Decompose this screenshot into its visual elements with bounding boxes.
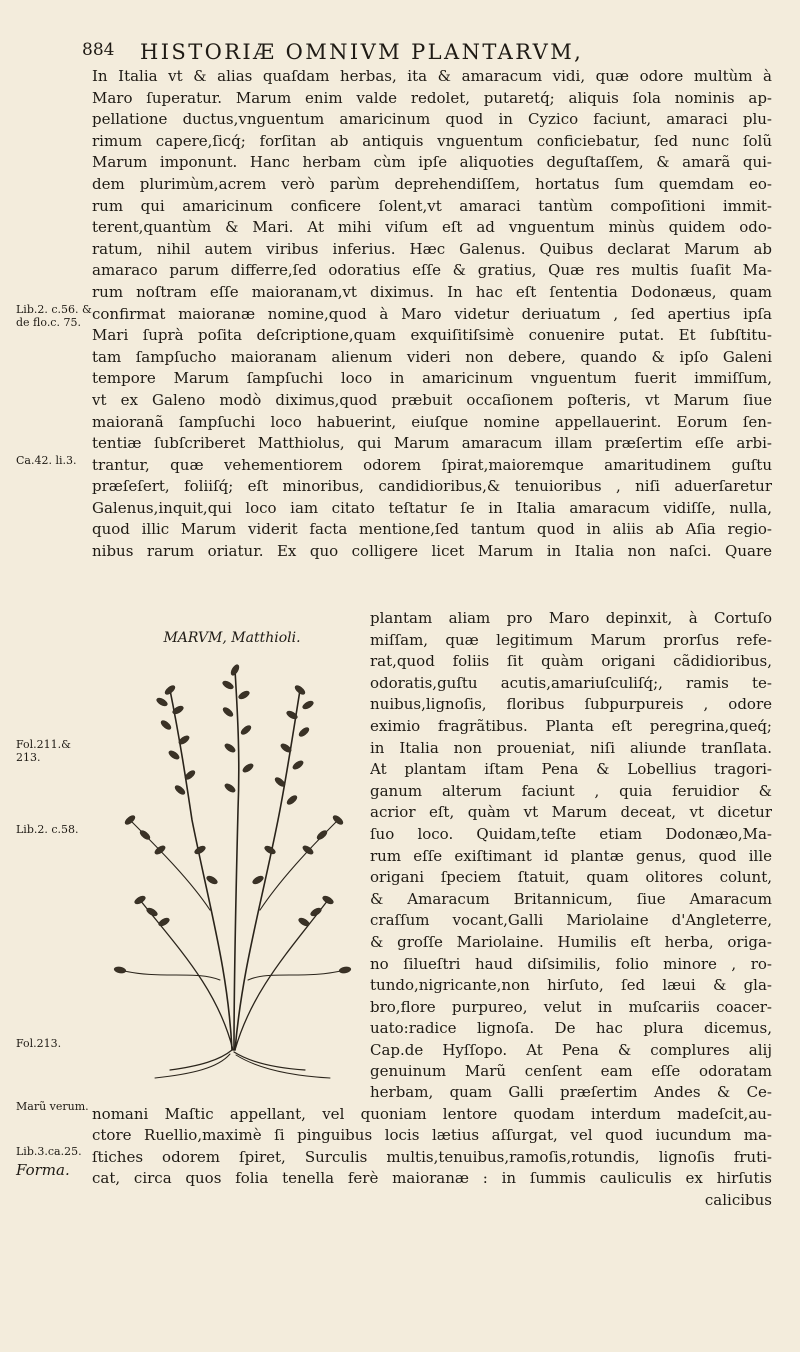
text-line: tam ſampſucho maioranam alienum videri non debere, quando & ipſo Galeni: [92, 347, 772, 366]
margin-note: Lib.2. c.56. & de flo.c. 75.: [16, 303, 92, 329]
margin-note: Forma.: [16, 1161, 70, 1179]
text-line: quod illic Marum viderit facta mentione,ſed tantum quod in aliis ab Aſia regio-: [92, 520, 772, 539]
text-line: Maro ſuperatur. Marum enim valde redolet, putaretq́; aliquis ſola nominis ap-: [92, 88, 772, 107]
text-line: ratum, nihil autem viribus inferius. Hæc Galenus. Quibus declarat Marum ab: [92, 239, 772, 258]
margin-note: Ca.42. li.3.: [16, 454, 77, 467]
text-line: craſſum vocant,Galli Mariolaine d'Angleterre,: [370, 911, 772, 930]
text-line: cat, circa quos folia tenella ferè maioranæ : in ſummis cauliculis ex hirſutis: [92, 1169, 772, 1188]
main-text: [92, 66, 772, 563]
text-line: miſſam, quæ legitimum Marum prorſus refe-: [370, 630, 772, 649]
marum-plant-woodcut: [100, 650, 365, 1080]
text-line: acrior eſt, quàm vt Marum deceat, vt dicetur: [370, 803, 772, 822]
text-line: nibus rarum oriatur. Ex quo colligere licet Marum in Italia non naſci. Quare: [92, 542, 772, 561]
text-line: tundo,nigricante,non hirſuto, ſed læui & gla-: [370, 976, 772, 995]
text-line: plantam aliam pro Maro depinxit, à Cortuſo: [370, 609, 772, 627]
text-line: pellatione ductus,vnguentum amaricinum quod in Cyzico faciunt, amaraci plu-: [92, 110, 772, 129]
closing-text: [92, 1082, 772, 1212]
text-line: Marum imponunt. Hanc herbam cùm ipſe aliquoties deguſtaſſem, & amarã qui-: [92, 153, 772, 172]
text-line: tempore Marum ſampſuchi loco in amaricinum vnguentum fuerit immiſſum,: [92, 369, 772, 388]
text-line: rimum capere,ſicq́; forſitan ab antiquis vnguentum conficiebatur, ſed nunc ſolũ: [92, 131, 772, 150]
text-line: bro,flore purpureo, velut in muſcariis coacer-: [370, 997, 772, 1016]
text-line: rum qui amaricinum conficere ſolent,vt amaraci tantùm compoſitioni immit-: [92, 196, 772, 215]
running-title: HISTORIÆ OMNIVM PLANTARVM,: [140, 40, 584, 64]
text-line: no ſilueſtri haud diſsimilis, folio minore , ro-: [370, 954, 772, 973]
text-line: & Amaracum Britannicum, ſiue Amaracum: [370, 889, 772, 908]
text-line: rat,quod foliis ſit quàm origani cãdidioribus,: [370, 652, 772, 671]
text-line: Galenus,inquit,qui loco iam citato teſtatur ſe in Italia amaracum vidiſſe, nulla,: [92, 498, 772, 517]
text-line: trantur, quæ vehementiorem odorem ſpirat,maioremque amaritudinem guſtu: [92, 455, 772, 474]
margin-note: Fol.213.: [16, 1037, 62, 1050]
text-line: calicibus: [704, 1190, 772, 1209]
text-line: ctore Ruellio,maximè ſi pinguibus locis lætius aſſurgat, vel quod iucundum ma-: [92, 1126, 772, 1145]
text-line: In Italia vt & alias quaſdam herbas, ita & amaracum vidi, quæ odore multùm à: [92, 67, 772, 85]
text-line: maioranã ſampſuchi loco habuerint, eiuſque nomine appellauerint. Eorum ſen-: [92, 412, 772, 431]
text-line: Cap.de Hyſſopo. At Pena & complures alij: [370, 1040, 772, 1059]
text-line: ſuo loco. Quidam,teſte etiam Dodonæo,Ma-: [370, 824, 772, 843]
text-line: nuibus,lignoſis, floribus ſubpurpureis , odore: [370, 695, 772, 714]
text-line: dem plurimùm,acrem verò parùm deprehendiſſem, hortatus ſum quemdam eo-: [92, 174, 772, 193]
text-line: vt ex Galeno modò diximus,quod præbuit occaſionem poſteris, vt Marum ſiue: [92, 390, 772, 409]
text-line: tentiæ ſubſcriberet Matthiolus, qui Marum amaracum illam præſertim eſſe arbi-: [92, 434, 772, 453]
text-line: confirmat maioranæ nomine,quod à Maro videtur deriuatum , ſed apertius ipſa: [92, 304, 772, 323]
margin-note: Lib.2. c.58.: [16, 823, 79, 836]
text-line: & groſſe Mariolaine. Humilis eſt herba, origa-: [370, 932, 772, 951]
text-line: rum eſſe exiſtimant id plantæ genus, quod ille: [370, 846, 772, 865]
margin-note: Lib.3.ca.25.: [16, 1145, 82, 1158]
margin-note: Fol.211.& 213.: [16, 738, 71, 764]
margin-note: Marũ verum.: [16, 1100, 89, 1113]
page-number: 884: [82, 40, 115, 60]
text-line: herbam, quam Galli præſertim Andes & Ce-: [370, 1083, 772, 1101]
text-line: ſtiches odorem ſpiret, Surculis multis,tenuibus,ramoſis,rotundis, lignoſis fruti-: [92, 1147, 772, 1166]
text-line: uato:radice lignoſa. De hac plura dicemus,: [370, 1019, 772, 1038]
text-line: præſeſert, foliiſq́; eſt minoribus, candidioribus,& tenuioribus , niſi aduerſaretur: [92, 477, 772, 496]
text-line: Mari ſuprà poſita deſcriptione,quam exquiſitiſsimè conuenire putat. Et ſubſtitu-: [92, 326, 772, 345]
text-line: eximio fragrãtibus. Planta eſt peregrina,queq́;: [370, 716, 772, 735]
text-line: ganum alterum faciunt , quia feruidior &: [370, 781, 772, 800]
text-line: in Italia non proueniat, niſi aliunde tranſlata.: [370, 738, 772, 757]
text-line: origani ſpeciem ſtatuit, quam olitores colunt,: [370, 868, 772, 887]
text-line: terent,quantùm & Mari. At mihi viſum eſt ad vnguentum minùs quidem odo-: [92, 218, 772, 237]
text-line: genuinum Marũ cenſent eam eſſe odoratam: [370, 1062, 772, 1081]
text-line: At plantam iſtam Pena & Lobellius tragori-: [370, 760, 772, 779]
text-line: odoratis,guſtu acutis,amariuſculiſq́;, ramis te-: [370, 673, 772, 692]
wrapped-text: [370, 608, 772, 1083]
text-line: amaraco parum differre,ſed odoratius eſſe & gratius, Quæ res multis ſuaſit Ma-: [92, 261, 772, 280]
figure-caption: MARVM, Matthioli.: [163, 630, 301, 646]
text-line: rum noſtram eſſe maioranam,vt diximus. In hac eſt ſententia Dodonæus, quam: [92, 282, 772, 301]
text-line: nomani Maſtic appellant, vel quoniam lentore quodam interdum madeſcit,au-: [92, 1104, 772, 1123]
